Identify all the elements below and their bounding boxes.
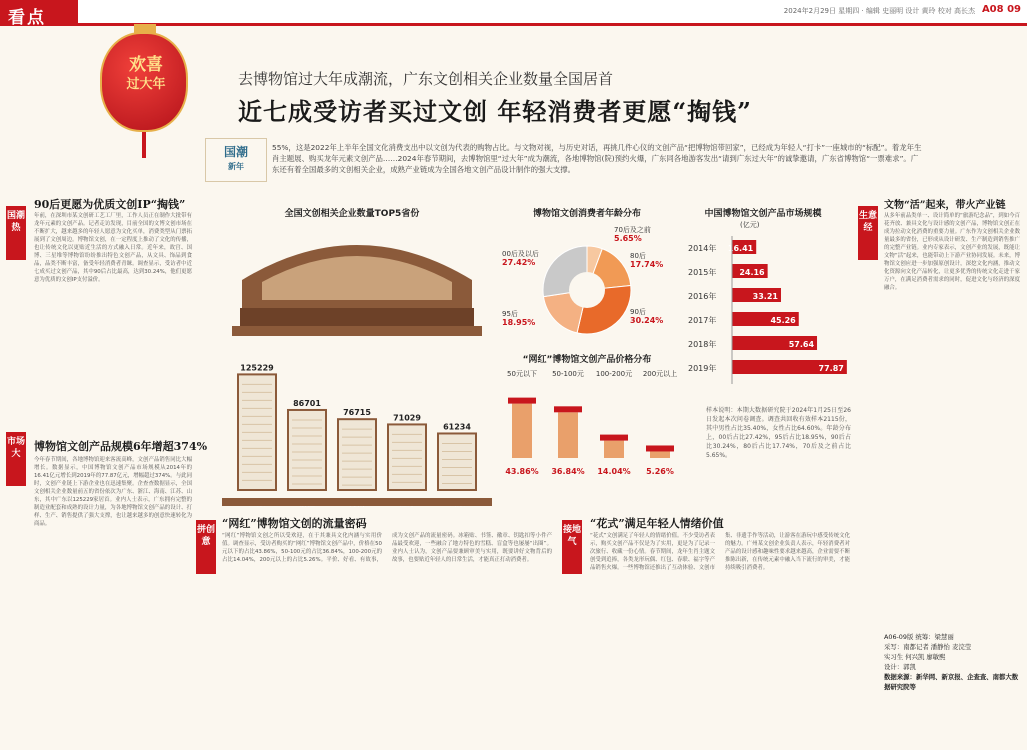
chart2-value: 17.74% bbox=[630, 260, 664, 269]
chart4-category: 50-100元 bbox=[552, 370, 584, 378]
chart1-bar bbox=[338, 419, 376, 490]
section-heading-1: 90后更愿为优质文创IP“掏钱” bbox=[34, 198, 186, 211]
chart4-value: 14.04% bbox=[597, 467, 631, 476]
chart2-label: 90后 bbox=[630, 308, 646, 316]
headline: 近七成受访者买过文创 年轻消费者更愿“掏钱” bbox=[238, 97, 752, 126]
chart1-value: 61234 bbox=[443, 422, 471, 432]
chart3-category: 2014年 bbox=[688, 244, 717, 253]
chart4-value: 5.26% bbox=[646, 467, 674, 476]
body-text-5: 从多年前品类单一、设计简单的“旅游纪念品”，到如今百花齐放、兼具文化与设计感的文创产品，博物馆文创正在成为拉动文化消费的重要力量。广东作为文创相关企业数量最多的省份，已形成从设计研发、生产制造到销售推广的完整产业链。业内专家表示，文创产业的发展，既能让文物“活”起来，也能带动上下游产业协同发展。未来，博物馆文创应进一步加强原创设计，深挖文化内涵，推动文化资源向文化产品转化，让更多优秀的传统文化走进千家万户，在满足消费者需求的同时，促进文化与经济的深度融合。 bbox=[884, 213, 1020, 291]
sample-note: 样本说明：本期大数据研究院于2024年1月25日至26日发起本次问卷调查。调查共回收有效样本2115份，其中男性占比35.40%，女性占比64.60%。年龄分布上，00后占比27.42%，95后占比18.95%，90后占比30.24%，80后占比17.74%，70后及之前占比5.65%。 bbox=[706, 407, 851, 459]
chart4-bar bbox=[650, 451, 670, 458]
chart1-value: 76715 bbox=[343, 408, 371, 418]
chart1-value: 125229 bbox=[240, 363, 274, 373]
chart3-value: 24.16 bbox=[739, 268, 765, 277]
chart4-value: 43.86% bbox=[505, 467, 539, 476]
lead-paragraph: 55%，这是2022年上半年全国文化消费支出中以文创为代表的购物占比。与文物对视，与历史对话，再挑几件心仪的文创产品“把博物馆带回家”，已经成为年轻人“打卡”一座城市的“标配”。着龙年生肖主题展、购买龙年元素文创产品……2024年春节期间，去博物馆里“过大年”成为潮流，各地博物馆(院)预约火爆，广东同各地游客发出“请到广东过大年”的诚挚邀请，广东省博物馆“一票难求”。广东还有着全国最多的文创相关企业，成熟产业链成为全国各地文创产品设计制作的强大支撑。 bbox=[272, 143, 922, 174]
chart2-svg bbox=[502, 218, 672, 348]
body-text-1: 年前，在深圳市某文创研工艺工厂里，工作人员正在制作大批带有龙年元素的文创产品。记者走访发现，目前全国的文博文创市场在不断扩大，越来越多的年轻人愿意为文化买单，消费类型从门票拓展到了文创周边。博物馆文创，在一定程度上推动了文化的传播，也让传统文化以更贴近生活的方式融入日常。近年来，故宫、国博、三星堆等博物馆纷纷推出特色文创产品，从文具、饰品到食品，品类不断丰富，备受年轻消费者青睐。调查显示，受访者中近七成买过文创产品，其中90后占比最高，达到30.24%，他们更愿意为优质的文创IP支付溢价。 bbox=[34, 213, 192, 283]
lantern-text: 欢喜 过大年 bbox=[126, 55, 166, 92]
chart3-category: 2018年 bbox=[688, 340, 717, 349]
column-logo: 国潮 新年 bbox=[205, 138, 267, 182]
chart4-bar bbox=[512, 404, 532, 458]
chart4-category: 100-200元 bbox=[595, 370, 633, 378]
chart3-value: 77.87 bbox=[818, 364, 844, 373]
section-heading-5: 文物“活”起来，带火产业链 bbox=[884, 200, 1006, 211]
chart4-category: 200元以上 bbox=[642, 370, 678, 378]
chart4-category: 50元以下 bbox=[507, 370, 537, 378]
chart4-value: 36.84% bbox=[551, 467, 585, 476]
tag-business: 生意经 bbox=[858, 206, 878, 260]
tag-market: 市场大 bbox=[6, 432, 26, 486]
tag-guochao: 国潮热 bbox=[6, 206, 26, 260]
chart2-value: 5.65% bbox=[614, 234, 642, 243]
lantern-tassel bbox=[142, 132, 146, 158]
chart4-title: “网红”博物馆文创产品价格分布 bbox=[522, 355, 652, 365]
body-text-3: “网红”博物馆文创之所以受欢迎，在于其兼具文化内涵与实用价值。调查显示，受访者购买的“网红”博物馆文创产品中，价格在50元以下的占比43.86%，50-100元的占比36.84%，100-200元的占比14.04%，200元以上的占比5.26%。平价、好看、有故事，成为文创产品的流量密码。冰箱贴、书签、徽章、钥匙扣等小件产品最受欢迎，一些融合了地方特色的雪糕、盲盒等也屡屡“出圈”。业内人士认为，文创产品要兼顾审美与实用，既要讲好文物背后的故事，也要贴近年轻人的日常生活，才能真正打动消费者。 bbox=[222, 533, 552, 563]
chart3-value: 16.41 bbox=[727, 244, 754, 253]
page-number: A08 09 bbox=[981, 4, 1021, 15]
section-heading-2: 博物馆文创产品规模6年增超374% bbox=[34, 440, 208, 453]
chart3-value: 45.26 bbox=[770, 316, 796, 325]
chart1-value: 71029 bbox=[393, 413, 421, 423]
chart1-bar bbox=[288, 410, 326, 490]
chart2-label: 00后及以后 bbox=[502, 250, 539, 258]
chart4-bar bbox=[558, 412, 578, 458]
credits: A06-09版 统筹：梁慧丽 采写：南都记者 潘静怡 麦浣莹 实习生 何兴凯 廖敏熙 设计：郭凯 数据来源：新华网、新京报、企查查、南都大数据研究院等 bbox=[884, 633, 1019, 691]
body-text-2: 今年春节期间，各地博物馆迎来客流高峰，文创产品销售同比大幅增长。数据显示，中国博物馆文创产品市场规模从2014年的16.41亿元增长到2019年的77.87亿元，增幅超过374%。与此同时，文创产业链上下游企业也在迅速集聚。企查查数据显示，全国文创相关企业数量前五的省份依次为广东、浙江、海南、江苏、山东，其中广东以125229家居首。业内人士表示，广东拥有完整的制造业配套和成熟的设计力量，为各地博物馆文创产品的设计、打样、生产、销售提供了强大支撑，也让越来越多的创意快速转化为商品。 bbox=[34, 457, 192, 527]
tag-grounded: 接地气 bbox=[562, 520, 582, 574]
chart1-svg bbox=[222, 220, 492, 510]
chart2-label: 95后 bbox=[502, 310, 518, 318]
chart3-category: 2017年 bbox=[688, 316, 717, 325]
chart2-title: 博物馆文创消费者年龄分布 bbox=[532, 209, 641, 219]
header-info: 2024年2月29日 星期四 · 编辑 史丽明 设计 黄玲 校对 高长杰 bbox=[783, 7, 975, 15]
chart3-title: 中国博物馆文创产品市场规模 bbox=[704, 209, 822, 219]
subtitle: 去博物馆过大年成潮流，广东文创相关企业数量全国居首 bbox=[238, 70, 614, 88]
chart3-category: 2019年 bbox=[688, 364, 717, 373]
tag-creative: 拼创意 bbox=[196, 520, 216, 574]
chart2-value: 30.24% bbox=[630, 316, 664, 325]
section-label: 看点 bbox=[0, 0, 78, 26]
chart4-svg bbox=[496, 366, 686, 486]
chart3-category: 2015年 bbox=[688, 268, 717, 277]
chart1-bar bbox=[438, 433, 476, 490]
chart2-label: 80后 bbox=[630, 252, 646, 260]
section-heading-4: “花式”满足年轻人情绪价值 bbox=[590, 517, 724, 530]
chart3-unit: (亿元) bbox=[740, 221, 760, 229]
chart3-value: 57.64 bbox=[788, 340, 815, 349]
chart4-bar bbox=[604, 441, 624, 458]
chart1-title: 全国文创相关企业数量TOP5省份 bbox=[284, 209, 420, 219]
chart3-svg bbox=[688, 234, 854, 404]
chart2-value: 18.95% bbox=[502, 318, 536, 327]
section-heading-3: “网红”博物馆文创的流量密码 bbox=[222, 517, 367, 530]
body-text-4: “花式”文创满足了年轻人的情绪价值。不少受访者表示，购买文创产品不仅是为了实用，更是为了记录一次旅行、收藏一份心情。春节期间，龙年生肖主题文创受到追捧，各类龙形玩偶、红包、春联、福字等产品销售火爆。一些博物馆还推出了互动体验、文创市集、非遗手作等活动，让游客在游玩中感受传统文化的魅力。广州某文创企业负责人表示，年轻消费者对产品的设计感和趣味性要求越来越高，企业需要不断推陈出新，在传统元素中融入当下流行的审美，才能持续吸引消费者。 bbox=[590, 533, 850, 571]
chart2-label: 70后及之前 bbox=[614, 226, 651, 234]
chart2-value: 27.42% bbox=[502, 258, 536, 267]
chart1-value: 86701 bbox=[293, 398, 321, 408]
chart3-value: 33.21 bbox=[752, 292, 778, 301]
chart3-category: 2016年 bbox=[688, 292, 717, 301]
